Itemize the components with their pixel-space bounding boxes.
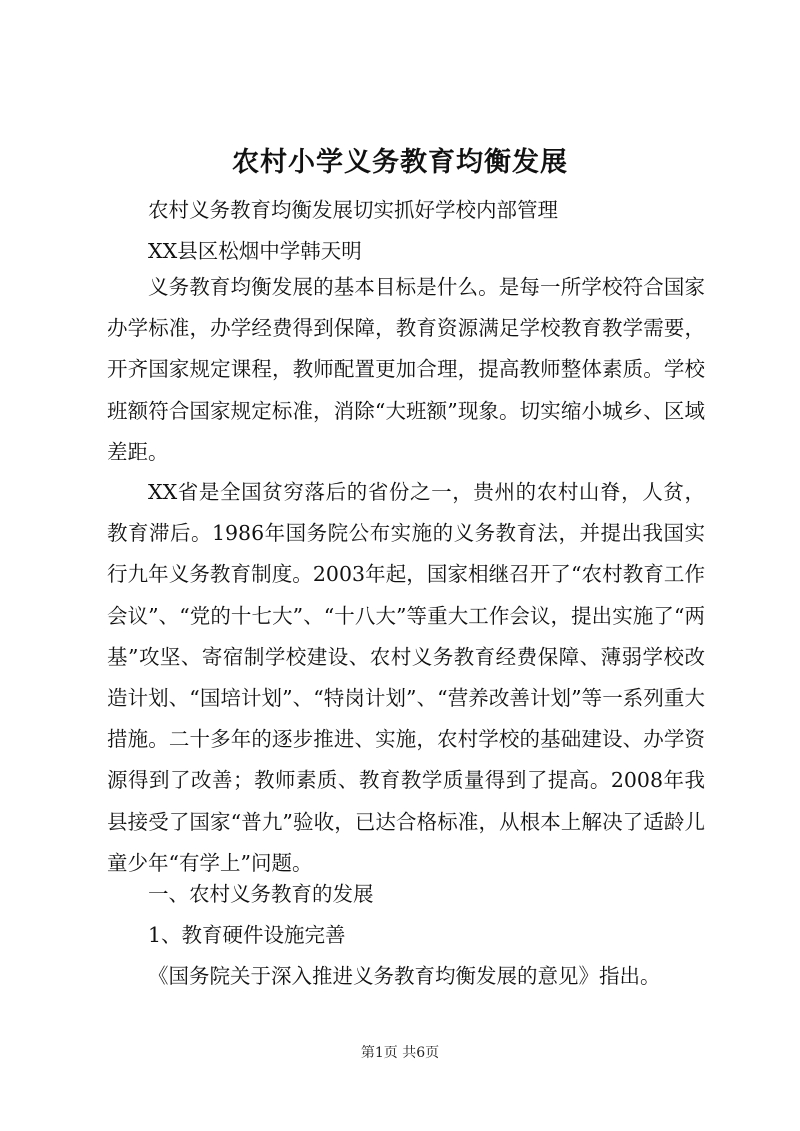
author-line: XX县区松烟中学韩天明 [148,239,362,263]
paragraph-1: 义务教育均衡发展的基本目标是什么。是每一所学校符合国家办学标准，办学经费得到保障，教育资源满足学校教育教学需要，开齐国家规定课程，教师配置更加合理，提高教师整体素质。学校班额符合国家规定标准，消除“大班额”现象。切实缩小城乡、区域差距。 [107,275,705,464]
document-subtitle: 农村义务教育均衡发展切实抓好学校内部管理 [148,198,558,222]
page-number-footer: 第1页 共6页 [360,1045,440,1061]
section-heading-1: 一、农村义务教育的发展 [148,882,374,906]
paragraph-2: XX省是全国贫穷落后的省份之一，贵州的农村山脊，人贫，教育滞后。1986年国务院公布实施的义务教育法，并提出我国实行九年义务教育制度。2003年起，国家相继召开了“农村教育工作会议”、“党的十七大”、“十八大”等重大工作会议，提出实施了“两基”攻坚、寄宿制学校建设、农村义务教育经费保障、薄弱学校改造计划、“国培计划”、“特岗计划”、“营养改善计划”等一系列重大措施。二十多年的逐步推进、实施，农村学校的基础建设、办学资源得到了改善；教师素质、教育教学质量得到了提高。2008年我县接受了国家“普九”验收，已达合格标准，从根本上解决了适龄儿童少年“有学上”问题。 [107,480,705,875]
section-heading-2: 1、教育硬件设施完善 [148,923,346,947]
document-title: 农村小学义务教育均衡发展 [232,147,568,178]
paragraph-last-line: 《国务院关于深入推进义务教育均衡发展的意见》指出。 [148,964,661,988]
